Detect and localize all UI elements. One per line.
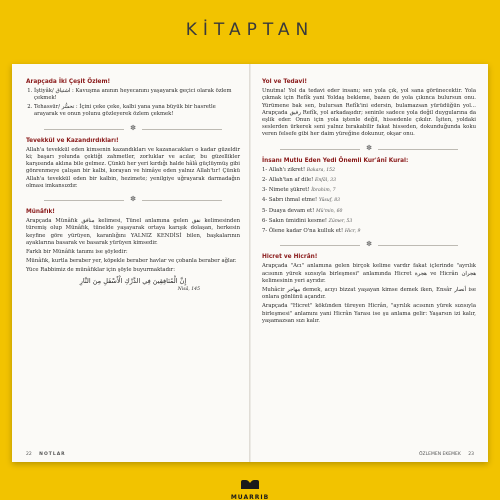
paragraph: Unutma! Yol da tedavi eder insanı; sen yola çık, yol sana görünecektir. Yola çıkmak için Refîk yani Yoldaş bekleme, bazen de yola çıkınca bulursun onu. Yürümene bak sen, bulursan Refîk'ini edersin, bulamazsan yürüdüğün yol... Arapçada رفيق Refîk, yol arkadaşıdır; seninle sadece yola değil duygularına da eşlik eder. Onun için yola iştenle değil, hissedenle çıkılır. İşiten, yoldaki seslerden ürkerek seni yalnız bırakabilir fakat hisseden, dokunduğunda koku veren felsefe gibi her daim yüreğine dokunur, okşar onu. bbox=[262, 88, 477, 138]
left-page-footer bbox=[26, 452, 66, 457]
list-item: 1. İştiyâk/ اشتياق : Kavuşma anının heyecanını yaşayarak geçici olarak özlem çekmek! bbox=[34, 88, 240, 102]
publisher-name: MUARRIB bbox=[230, 494, 270, 500]
section-title: Arapçada İki Çeşit Özlem! bbox=[26, 79, 111, 85]
ornament-icon: ✽ bbox=[127, 124, 139, 132]
paragraph: Arapçada "Acı" anlamına gelen birçok kelime vardır fakat içlerinde "ayrılık acısının yürek sızısıyla birleşmesi" anlamında Hicret هجرة ve Hicrân هجران kelimesinin yeri ayrıdır. bbox=[262, 263, 476, 284]
section-title: Tevekkül ve Kazandırdıkları! bbox=[26, 137, 119, 144]
section-divider bbox=[262, 145, 476, 153]
section-divider bbox=[26, 125, 240, 133]
section-title: Yol ve Tedavi! bbox=[262, 79, 307, 85]
section-divider bbox=[26, 196, 240, 204]
ornament-icon: ✽ bbox=[363, 144, 375, 152]
longing-list bbox=[34, 88, 240, 118]
ornament-icon: ✽ bbox=[127, 195, 139, 203]
publisher-logo-icon bbox=[241, 480, 259, 489]
footer-label: NOTLAR bbox=[39, 452, 66, 457]
list-item: 6- Sakın ümidini kesme! Zümer, 53 bbox=[262, 217, 353, 224]
left-page bbox=[26, 76, 240, 293]
page-header-title: KİTAPTAN bbox=[185, 20, 315, 40]
section-title: İnsanı Mutlu Eden Yedi Önemli Kur'ânî Kural: bbox=[262, 157, 409, 164]
list-item: 1- Allah'ı zikret! Bakara, 152 bbox=[262, 166, 336, 173]
section-title: Münâfık! bbox=[26, 208, 55, 215]
list-item: 3- Nimete şükret! İbrahim, 7 bbox=[262, 187, 336, 194]
page-number: 22 bbox=[26, 452, 32, 457]
section-divider bbox=[262, 241, 476, 249]
paragraph: Arapçada Münâfık منافق kelimesi, Tünel anlamına gelen نفق kelimesinden türemiş olup Münâfık, tünelde yaşayarak ortaya karışık dolaşan, herkesin keyfine göre yürüyen, karanlığını YALNIZ KENDİSİ bilen, başkalarının ayaklarına basarak ve basarak yürüyen kimsedir. bbox=[26, 218, 240, 246]
book-spread bbox=[12, 64, 488, 462]
verse-source: Nisâ, 145 bbox=[177, 286, 200, 292]
paragraph: Farklı bir Münâfık tanımı ise şöyledir: bbox=[26, 248, 128, 255]
publisher-brand bbox=[0, 474, 500, 500]
paragraph: Muhâcir مهاجر demek, acıyı bizzat yaşayan kimse demek iken, Ensâr أنصار ise onlara gönlünü açandır. bbox=[262, 287, 476, 301]
right-page bbox=[262, 76, 476, 327]
list-item: 7- Ölene kadar O'na kulluk et! Hicr, 9 bbox=[262, 228, 361, 235]
paragraph: Allah'a tevekkül eden kimsenin kazandıkları ve kazanacakları o kadar güzeldir ki; başarı yolunda çektiği zahmetler, zorluklar ve acılar, bu güzellikler karşısında aklına bile gelmez. Çünkü her yeri kırdığı halde hâlâ güçlüymüş gibi gönrenmeye çalışan bir kalbi, korayan ve himâye eden yalnız Allah'tır! Çünkü Allah'a tevekkül eden bir kalbin, hezimete; yenilgiye uğrayarak darmadağın olması imkansızdır. bbox=[26, 146, 240, 189]
rules-list bbox=[262, 167, 476, 235]
right-page-footer bbox=[419, 452, 474, 457]
list-item: 2- Allah'tan af dile! Enfâl, 33 bbox=[262, 177, 336, 184]
page-number: 23 bbox=[468, 452, 474, 457]
footer-label: ÖZLEMEN EKEMEK bbox=[419, 452, 461, 457]
list-item: 2. Tehassür/ تحسُّر : İçini çeke çeke, kalbi yana yana büyük bir hasretle arayarak ve onun yolunu gözleyerek özlem çekmek! bbox=[34, 104, 240, 118]
list-item: 5- Duaya devam et! Mü'min, 60 bbox=[262, 207, 343, 214]
paragraph: Arapçada "Hicret" kökünden türeyen Hicrân, "ayrılık acısının yürek sızısıyla birleşmesi" anlamını yani Hicrân Yarası ise şu anlama gelir: Yaşarsın izi kalır, yaşamazsan sızı kalır. bbox=[262, 303, 476, 324]
ornament-icon: ✽ bbox=[363, 240, 375, 248]
quran-verse: إِنَّ الْمُنَافِقِينَ فِي الدَّرْكِ الْأَسْفَلِ مِنَ النَّارِ bbox=[79, 276, 187, 285]
section-title: Hicret ve Hicrân! bbox=[262, 254, 318, 261]
list-item: 4- Sabrı ihmal etme! Yûsuf, 83 bbox=[262, 197, 341, 204]
paragraph: Münâfık, kurtla beraber yer, köpekle beraber havlar ve çobanla beraber ağlar. bbox=[26, 258, 237, 265]
paragraph: Yüce Rabbimiz de münâfıklar için şöyle buyurmaktadır: bbox=[26, 267, 175, 274]
book-gutter bbox=[249, 64, 251, 462]
